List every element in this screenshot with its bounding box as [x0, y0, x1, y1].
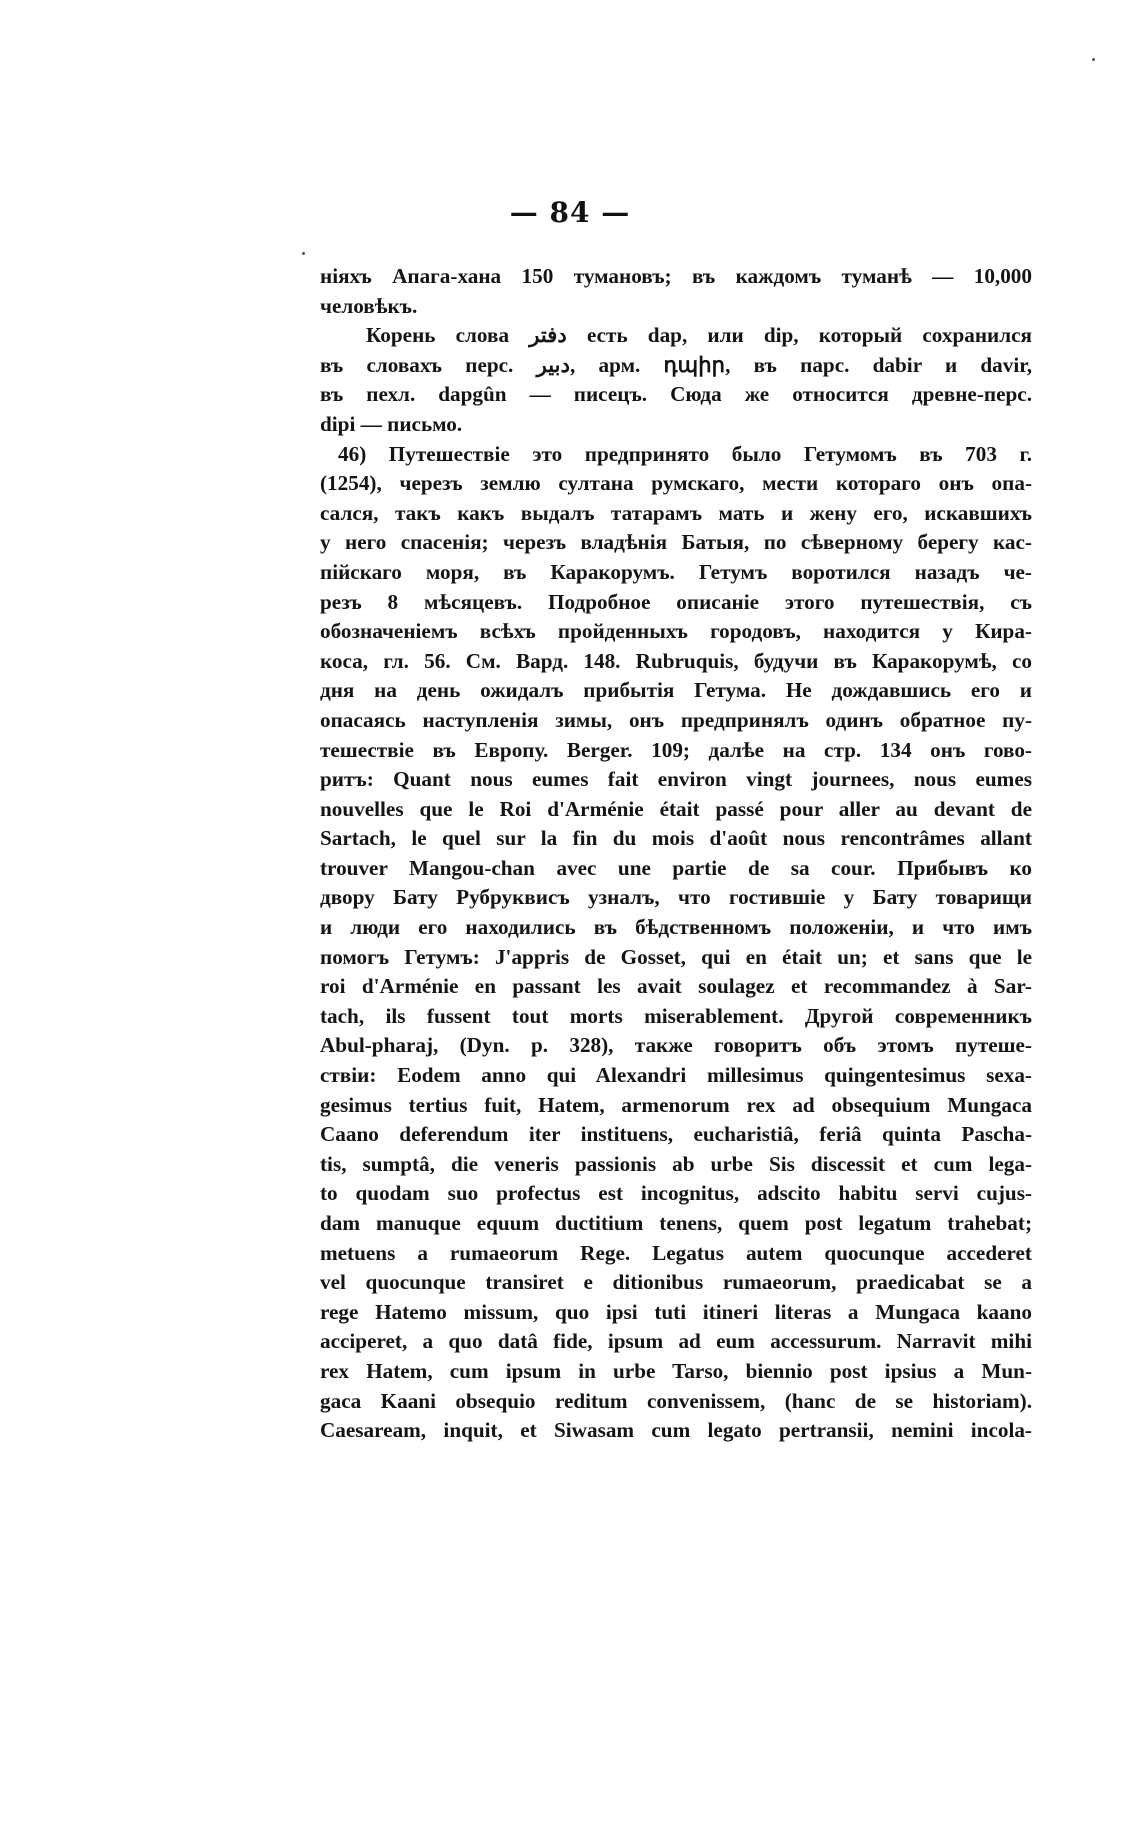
text-line: тешествіе въ Европу. Berger. 109; далѣе на стр. 134 онъ гово-: [320, 737, 1032, 762]
text-line: ствіи: Eodem anno qui Alexandri millesimus quingentesimus sexa-: [320, 1063, 1032, 1088]
text-line: коса, гл. 56. См. Вард. 148. Rubruquis, будучи въ Каракорумѣ, со: [320, 648, 1032, 673]
text-line: Abul-pharaj, (Dyn. p. 328), также говоритъ объ этомъ путеше-: [320, 1033, 1032, 1058]
text-line: пійскаго моря, въ Каракорумъ. Гетумъ воротился назадъ че-: [320, 559, 1032, 584]
text-line: и люди его находились въ бѣдственномъ положеніи, и что имъ: [320, 915, 1032, 940]
text-line: резъ 8 мѣсяцевъ. Подробное описаніе этого путешествія, съ: [320, 589, 1032, 614]
text-line: Sartach, le quel sur la fin du mois d'août nous rencontrâmes allant: [320, 826, 1032, 851]
text-line: tach, ils fussent tout morts miserablement. Другой современникъ: [320, 1003, 1032, 1028]
text-line: Caesaream, inquit, et Siwasam cum legato pertransii, nemini incola-: [320, 1418, 1032, 1443]
text-line: Корень слова دفتر есть dap, или dip, который сохранился: [366, 323, 1032, 348]
text-line: опасаясь наступленія зимы, онъ предпринялъ одинъ обратное пу-: [320, 707, 1032, 732]
page-number: — 84 —: [509, 196, 631, 229]
text-line: rex Hatem, cum ipsum in urbe Tarso, biennio post ipsius a Mun-: [320, 1358, 1032, 1383]
text-line: to quodam suo profectus est incognitus, adscito habitu servi cujus-: [320, 1181, 1032, 1206]
text-line: vel quocunque transiret e ditionibus rumaeorum, praedicabat se a: [320, 1270, 1032, 1295]
text-line: metuens a rumaeorum Rege. Legatus autem quocunque accederet: [320, 1240, 1032, 1265]
text-line: ніяхъ Апага-хана 150 тумановъ; въ каждомъ туманѣ — 10,000: [320, 264, 1032, 288]
scan-speck: [1092, 58, 1095, 61]
body-text: [320, 262, 1032, 1446]
text-line: gaca Kaani obsequio reditum convenissem, (hanc de se historiam).: [320, 1388, 1032, 1413]
text-line: человѣкъ.: [320, 293, 418, 318]
text-line: въ пехл. dapgûn — писецъ. Сюда же относится древне-перс.: [320, 382, 1032, 407]
text-line: въ словахъ перс. دبير, арм. դպիր, въ парс. dabir и davir,: [320, 352, 1032, 377]
text-line: acciperet, a quo datâ fide, ipsum ad eum accessurum. Narravit mihi: [320, 1329, 1032, 1354]
text-line: nouvelles que le Roi d'Arménie était passé pour aller au devant de: [320, 796, 1032, 821]
text-line: двору Бату Рубруквисъ узналъ, что гостившіе у Бату товарищи: [320, 885, 1032, 910]
text-line: gesimus tertius fuit, Hatem, armenorum rex ad obsequium Mungaca: [320, 1092, 1032, 1117]
text-line: обозначеніемъ всѣхъ пройденныхъ городовъ, находится у Кира-: [320, 619, 1032, 644]
text-line: (1254), черезъ землю султана румскаго, мести котораго онъ опа-: [320, 471, 1032, 496]
text-line: 46) Путешествіе это предпринято было Гетумомъ въ 703 г.: [338, 441, 1032, 466]
text-line: trouver Mangou-chan avec une partie de sa cour. Прибывъ ко: [320, 855, 1032, 880]
text-line: tis, sumptâ, die veneris passionis ab urbe Sis discessit et cum lega-: [320, 1151, 1032, 1176]
text-line: дня на день ожидалъ прибытія Гетума. Не дождавшись его и: [320, 678, 1032, 703]
text-line: у него спасенія; черезъ владѣнія Батыя, по сѣверному берегу кас-: [320, 530, 1032, 555]
text-line: Caano deferendum iter instituens, eucharistiâ, feriâ quinta Pascha-: [320, 1122, 1032, 1147]
text-line: сался, такъ какъ выдалъ татарамъ мать и жену его, искавшихъ: [320, 500, 1032, 525]
text-line: rege Hatemo missum, quo ipsi tuti itineri literas a Mungaca kaano: [320, 1299, 1032, 1324]
text-line: roi d'Arménie en passant les avait soulagez et recommandez à Sar-: [320, 974, 1032, 999]
text-line: dipi — письмо.: [320, 411, 463, 436]
scan-speck: [302, 252, 305, 255]
text-line: dam manuque equum ductitium tenens, quem post legatum trahebat;: [320, 1211, 1032, 1235]
text-line: помогъ Гетумъ: J'appris de Gosset, qui en était un; et sans que le: [320, 944, 1032, 969]
text-line: ритъ: Quant nous eumes fait environ vingt journees, nous eumes: [320, 767, 1032, 792]
